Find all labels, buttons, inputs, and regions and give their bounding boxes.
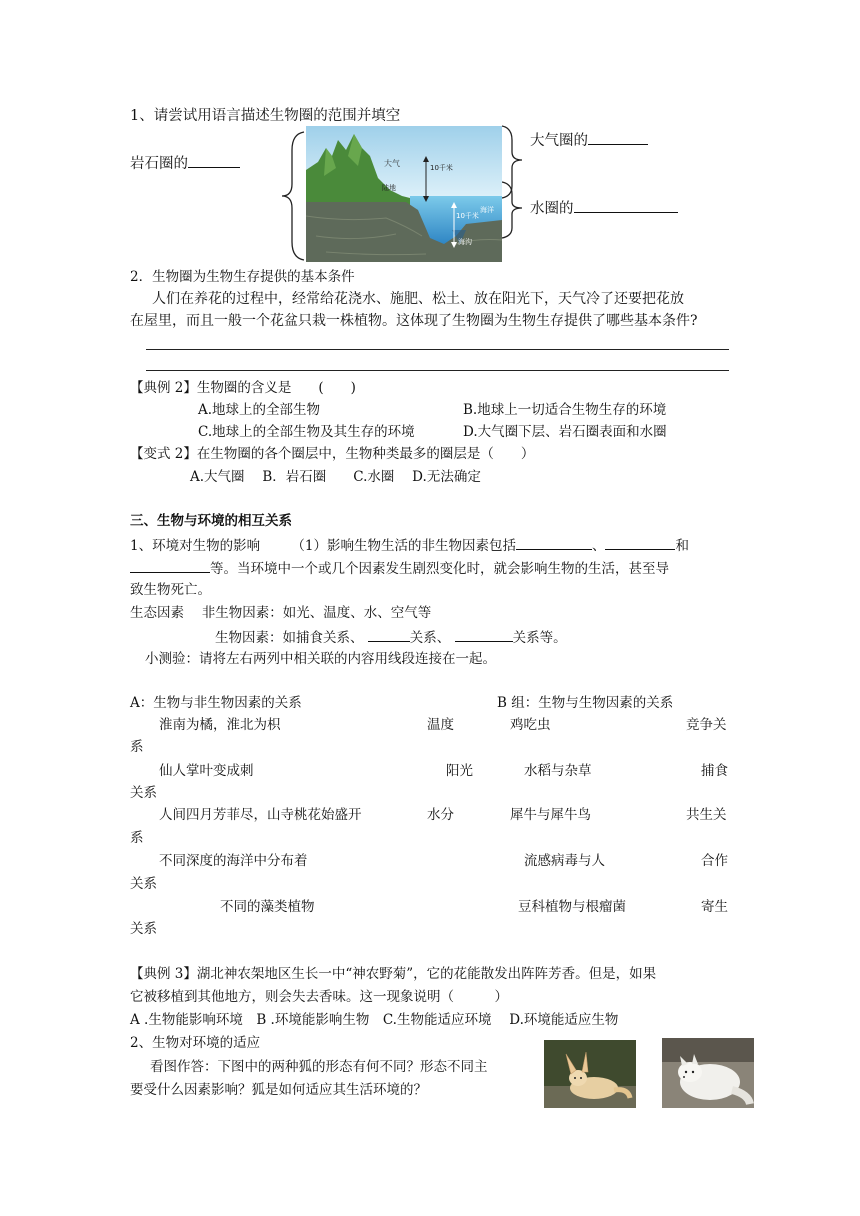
match-relation-wrap: 系: [130, 830, 144, 846]
answer-line-2[interactable]: [146, 370, 729, 371]
fig-height: 10千米: [430, 164, 453, 172]
biosphere-diagram: [306, 126, 502, 262]
q1-hydrosphere-label: 水圈的: [530, 198, 678, 218]
match-relation-wrap: 关系: [130, 876, 157, 892]
abiotic-blank-2[interactable]: [605, 535, 675, 550]
match-relation[interactable]: 寄生: [701, 899, 728, 915]
match-relation[interactable]: 竞争关: [686, 717, 727, 733]
section3-line2: 等。当环境中一个或几个因素发生剧烈变化时，就会影响生物的生活，甚至导: [130, 558, 669, 578]
section3-line3: 致生物死亡。: [130, 582, 211, 598]
example3-options[interactable]: A .生物能影响环境 B .环境能影响生物 C.生物能适应环境 D.环境能适应生物: [130, 1012, 619, 1028]
match-left-item[interactable]: 人间四月芳菲尽，山寺桃花始盛开: [159, 807, 362, 823]
q1-title: 1、请尝试用语言描述生物圈的范围并填空: [130, 108, 401, 124]
atmosphere-blank[interactable]: [588, 130, 648, 145]
match-relation[interactable]: 捕食: [701, 763, 728, 779]
left-brace: [278, 130, 308, 262]
example2-stem: 【典例 2】生物圈的含义是 ( ): [130, 380, 356, 396]
example2-option-c[interactable]: C.地球上的全部生物及其生存的环境: [198, 424, 415, 440]
match-factor[interactable]: 水分: [427, 807, 454, 823]
match-pair[interactable]: 水稻与杂草: [524, 763, 592, 779]
quiz-instruction: 小测验：请将左右两列中相关联的内容用线段连接在一起。: [145, 651, 496, 667]
right-brace-bottom: [500, 180, 526, 240]
match-left-item[interactable]: 不同的藻类植物: [220, 899, 315, 915]
biotic-blank-2[interactable]: [455, 627, 513, 642]
lithosphere-blank[interactable]: [188, 153, 240, 168]
biotic-blank-1[interactable]: [368, 627, 410, 642]
answer-line-1[interactable]: [146, 349, 729, 350]
example2-option-b[interactable]: B.地球上一切适合生物生存的环境: [463, 402, 667, 418]
example3-line1: 【典例 3】湖北神农架地区生长一中“神农野菊”，它的花能散发出阵阵芳香。但是，如果: [130, 966, 657, 982]
match-relation[interactable]: 共生关: [686, 807, 727, 823]
variant2-stem: 【变式 2】在生物圈的各个圈层中，生物种类最多的圈层是（ ）: [130, 446, 535, 462]
match-relation-wrap: 系: [130, 739, 144, 755]
section3-heading: 三、生物与环境的相互关系: [130, 513, 292, 529]
hydrosphere-blank[interactable]: [574, 198, 678, 213]
q1-atmosphere-label: 大气圈的: [530, 130, 648, 150]
match-left-item[interactable]: 淮南为橘，淮北为枳: [159, 717, 281, 733]
abiotic-blank-3[interactable]: [130, 558, 210, 573]
match-left-item[interactable]: 仙人掌叶变成刺: [159, 763, 254, 779]
arctic-fox-photo: [662, 1038, 754, 1108]
match-factor[interactable]: 温度: [427, 717, 454, 733]
adapt-heading: 2、生物对环境的适应: [130, 1035, 261, 1051]
fig-trench: 海沟: [458, 238, 472, 246]
q2-para-line2: 在屋里，而且一般一个花盆只栽一株植物。这体现了生物圈为生物生存提供了哪些基本条件?: [130, 313, 698, 329]
q1-lithosphere-label: 岩石圈的: [130, 153, 240, 173]
fig-ocean: 海洋: [480, 206, 494, 214]
abiotic-blank-1[interactable]: [516, 535, 592, 550]
q2-title: 2．生物圈为生物生存提供的基本条件: [130, 269, 355, 285]
adapt-line1: 看图作答：下图中的两种狐的形态有何不同？形态不同主: [150, 1059, 488, 1075]
group-a-heading: A：生物与非生物因素的关系: [130, 695, 302, 711]
eco-factors-biotic: 生物因素：如捕食关系、 关系、 关系等。: [215, 627, 567, 647]
fig-atmosphere: 大气: [384, 159, 400, 168]
match-relation[interactable]: 合作: [701, 853, 728, 869]
section3-line1: 1、环境对生物的影响 （1）影响生物生活的非生物因素包括 、 和: [130, 535, 689, 555]
example2-option-d[interactable]: D.大气圈下层、岩石圈表面和水圈: [463, 424, 667, 440]
example3-line2: 它被移植到其他地方，则会失去香味。这一现象说明（ ）: [130, 989, 508, 1005]
variant2-options[interactable]: A.大气圈 B．岩石圈 C.水圈 D.无法确定: [190, 469, 481, 485]
group-b-heading: B 组：生物与生物因素的关系: [497, 695, 674, 711]
match-pair[interactable]: 犀牛与犀牛鸟: [510, 807, 591, 823]
eco-factors-abiotic: 生态因素 非生物因素：如光、温度、水、空气等: [130, 605, 432, 621]
match-left-item[interactable]: 不同深度的海洋中分布着: [159, 853, 308, 869]
match-relation-wrap: 关系: [130, 785, 157, 801]
match-pair[interactable]: 鸡吃虫: [510, 717, 551, 733]
match-relation-wrap: 关系: [130, 921, 157, 937]
q2-para-line1: 人们在养花的过程中，经常给花浇水、施肥、松土、放在阳光下，天气冷了还要把花放: [152, 291, 684, 307]
match-pair[interactable]: 豆科植物与根瘤菌: [518, 899, 626, 915]
fig-land: 陆地: [382, 184, 396, 192]
fig-depth: 10千米: [456, 212, 479, 220]
match-pair[interactable]: 流感病毒与人: [524, 853, 605, 869]
adapt-line2: 要受什么因素影响？狐是如何适应其生活环境的？: [130, 1082, 427, 1098]
fennec-fox-photo: [544, 1040, 636, 1108]
match-factor[interactable]: 阳光: [446, 763, 473, 779]
example2-option-a[interactable]: A.地球上的全部生物: [198, 402, 321, 418]
